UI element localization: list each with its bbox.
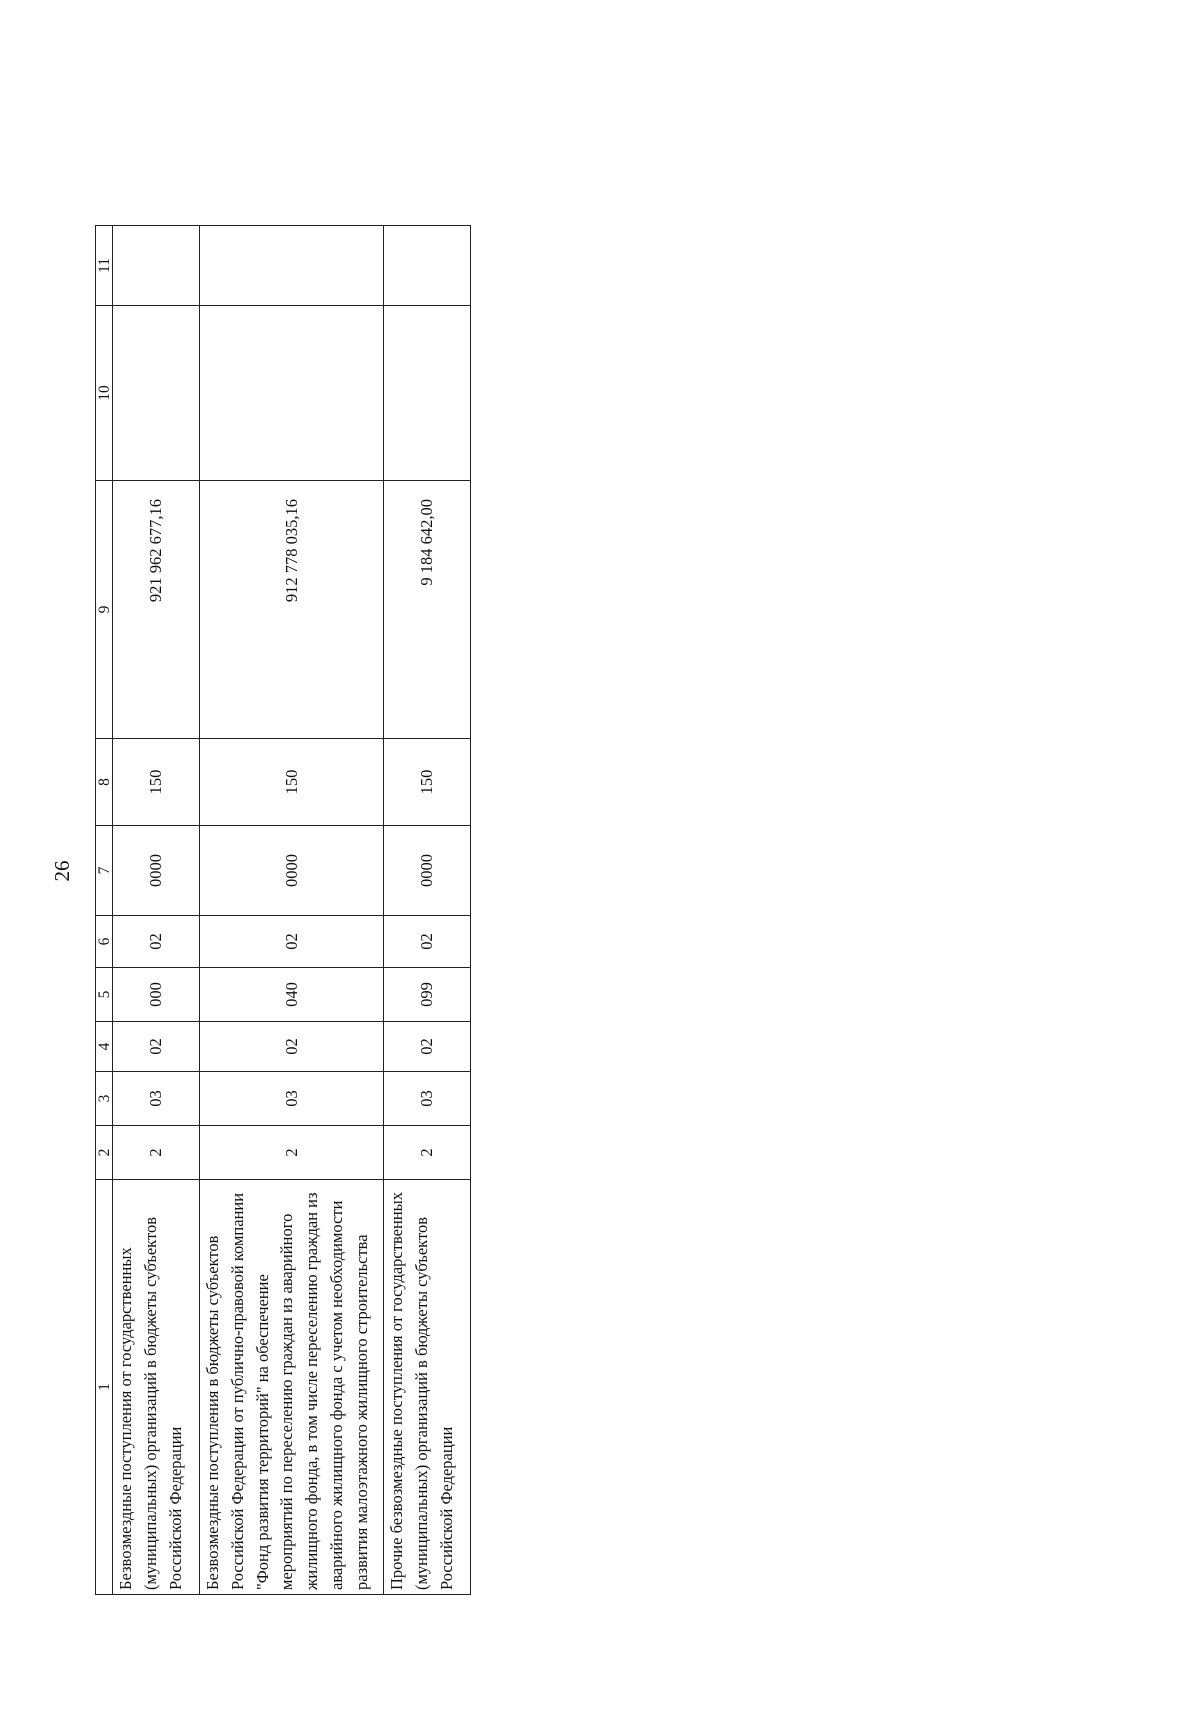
page-number: 26 <box>50 860 74 882</box>
column-header: 2 <box>96 1126 113 1180</box>
row-description: Прочие безвозмездные поступления от государственных (муниципальных) организаций в бюджеты субъектов Российской Федерации <box>384 1180 471 1595</box>
column-header: 1 <box>96 1180 113 1595</box>
row-description: Безвозмездные поступления в бюджеты субъектов Российской Федерации от публично-правовой компании "Фонд развития территорий" на обеспечение мероприятий по переселению граждан из аварийного жилищного фонда, в том числе переселению граждан из аварийного жилищного фонда с учетом необходимости развития малоэтажного жилищного строительства <box>200 1180 384 1595</box>
code-cell: 099 <box>384 968 471 1022</box>
code-cell: 02 <box>200 916 384 968</box>
row-description: Безвозмездные поступления от государственных (муниципальных) организаций в бюджеты субъектов Российской Федерации <box>113 1180 200 1595</box>
revenue-table <box>95 225 471 1595</box>
code-cell: 0000 <box>113 826 200 916</box>
code-cell: 02 <box>384 916 471 968</box>
column-header: 4 <box>96 1022 113 1072</box>
amount-cell: 9 184 642,00 <box>384 481 471 739</box>
table-row <box>384 226 471 1595</box>
code-cell: 03 <box>113 1072 200 1126</box>
code-cell: 0000 <box>384 826 471 916</box>
empty-cell <box>113 306 200 481</box>
column-header: 9 <box>96 481 113 739</box>
empty-cell <box>200 226 384 306</box>
empty-cell <box>200 306 384 481</box>
empty-cell <box>113 226 200 306</box>
code-cell: 02 <box>113 916 200 968</box>
code-cell: 040 <box>200 968 384 1022</box>
code-cell: 03 <box>200 1072 384 1126</box>
code-cell: 000 <box>113 968 200 1022</box>
code-cell: 0000 <box>200 826 384 916</box>
column-header: 3 <box>96 1072 113 1126</box>
amount-cell: 912 778 035,16 <box>200 481 384 739</box>
column-header: 11 <box>96 226 113 306</box>
empty-cell <box>384 306 471 481</box>
code-cell: 02 <box>384 1022 471 1072</box>
code-cell: 02 <box>113 1022 200 1072</box>
column-header: 10 <box>96 306 113 481</box>
code-cell: 150 <box>200 739 384 826</box>
table-row <box>200 226 384 1595</box>
column-header: 7 <box>96 826 113 916</box>
column-number-row <box>96 226 113 1595</box>
rotated-page <box>0 111 1200 1711</box>
column-header: 8 <box>96 739 113 826</box>
code-cell: 03 <box>384 1072 471 1126</box>
code-cell: 150 <box>113 739 200 826</box>
amount-cell: 921 962 677,16 <box>113 481 200 739</box>
column-header: 5 <box>96 968 113 1022</box>
empty-cell <box>384 226 471 306</box>
code-cell: 2 <box>200 1126 384 1180</box>
code-cell: 150 <box>384 739 471 826</box>
table-row <box>113 226 200 1595</box>
column-header: 6 <box>96 916 113 968</box>
code-cell: 2 <box>113 1126 200 1180</box>
code-cell: 2 <box>384 1126 471 1180</box>
code-cell: 02 <box>200 1022 384 1072</box>
